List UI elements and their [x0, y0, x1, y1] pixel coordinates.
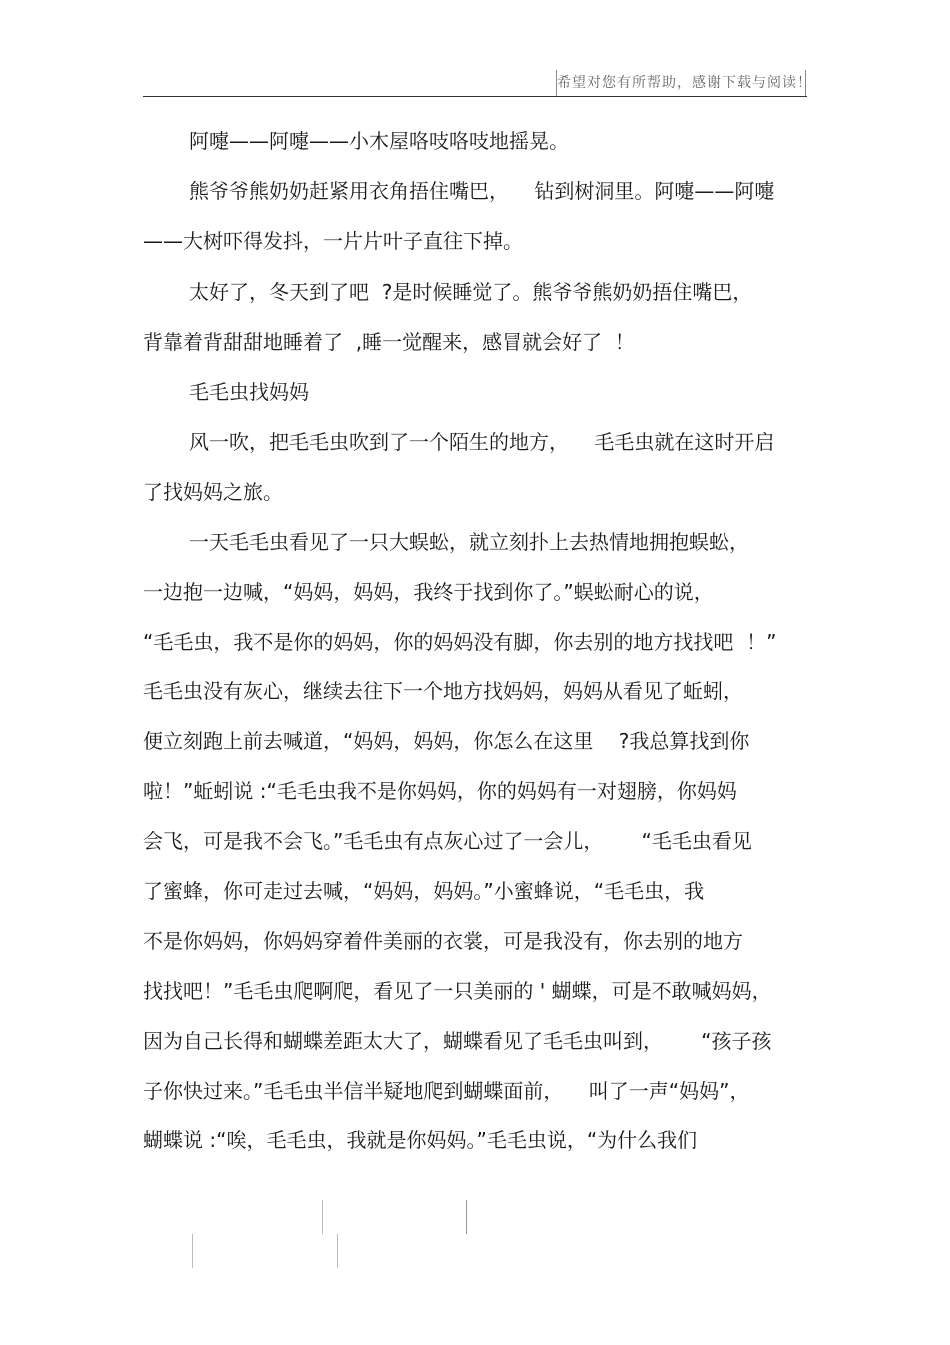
- text-line: 子你快过来。”毛毛虫半信半疑地爬到蝴蝶面前， 叫了一声“妈妈”，: [143, 1079, 750, 1103]
- text-line: ——大树吓得发抖，一片片叶子直往下掉。: [143, 229, 523, 253]
- text-line: 一边抱一边喊，“妈妈，妈妈，我终于找到你了。”蜈蚣耐心的说，: [143, 580, 714, 604]
- scan-mark: [337, 1234, 338, 1268]
- text-line: 便立刻跑上前去喊道，“妈妈，妈妈，你怎么在这里 ?我总算找到你: [143, 729, 750, 753]
- text-line: 太好了，冬天到了吧 ?是时候睡觉了。熊爷爷熊奶奶捂住嘴巴，: [189, 280, 753, 304]
- text-line: 毛毛虫没有灰心，继续去往下一个地方找妈妈，妈妈从看见了蚯蚓，: [143, 679, 743, 703]
- text-line: 熊爷爷熊奶奶赶紧用衣角捂住嘴巴， 钻到树洞里。阿嚏——阿嚏: [189, 179, 775, 203]
- text-line: 一天毛毛虫看见了一只大蜈蚣，就立刻扑上去热情地拥抱蜈蚣，: [189, 530, 749, 554]
- text-line: 了蜜蜂，你可走过去喊，“妈妈，妈妈。”小蜜蜂说，“毛毛虫，我: [143, 879, 705, 903]
- text-line: 啦！”蚯蚓说 :“毛毛虫我不是你妈妈，你的妈妈有一对翅膀，你妈妈: [143, 779, 737, 803]
- scan-mark: [192, 1234, 193, 1268]
- text-line: 了找妈妈之旅。: [143, 480, 283, 504]
- header-note: 希望对您有所帮助，感谢下载与阅读！: [556, 70, 806, 96]
- text-line: 风一吹，把毛毛虫吹到了一个陌生的地方， 毛毛虫就在这时开启: [189, 430, 775, 454]
- text-line: 蝴蝶说 :“唉，毛毛虫，我就是你妈妈。”毛毛虫说，“为什么我们: [143, 1128, 698, 1152]
- text-line: 会飞，可是我不会飞。”毛毛虫有点灰心过了一会儿， “毛毛虫看见: [143, 829, 752, 853]
- scan-mark: [322, 1200, 323, 1234]
- section-title: 毛毛虫找妈妈: [189, 380, 309, 404]
- text-line: 阿嚏——阿嚏——小木屋咯吱咯吱地摇晃。: [189, 129, 569, 153]
- text-line: “毛毛虫，我不是你的妈妈，你的妈妈没有脚，你去别的地方找找吧 ！”: [143, 630, 777, 654]
- text-line: 因为自己长得和蝴蝶差距太大了，蝴蝶看见了毛毛虫叫到， “孩子孩: [143, 1029, 772, 1053]
- header-rule: [143, 96, 807, 97]
- text-line: 不是你妈妈，你妈妈穿着件美丽的衣裳，可是我没有，你去别的地方: [143, 929, 743, 953]
- text-line: 找找吧！”毛毛虫爬啊爬，看见了一只美丽的 ' 蝴蝶，可是不敢喊妈妈，: [143, 979, 772, 1003]
- scan-mark: [466, 1200, 467, 1234]
- text-line: 背靠着背甜甜地睡着了 ,睡一觉醒来，感冒就会好了 ！: [143, 330, 635, 354]
